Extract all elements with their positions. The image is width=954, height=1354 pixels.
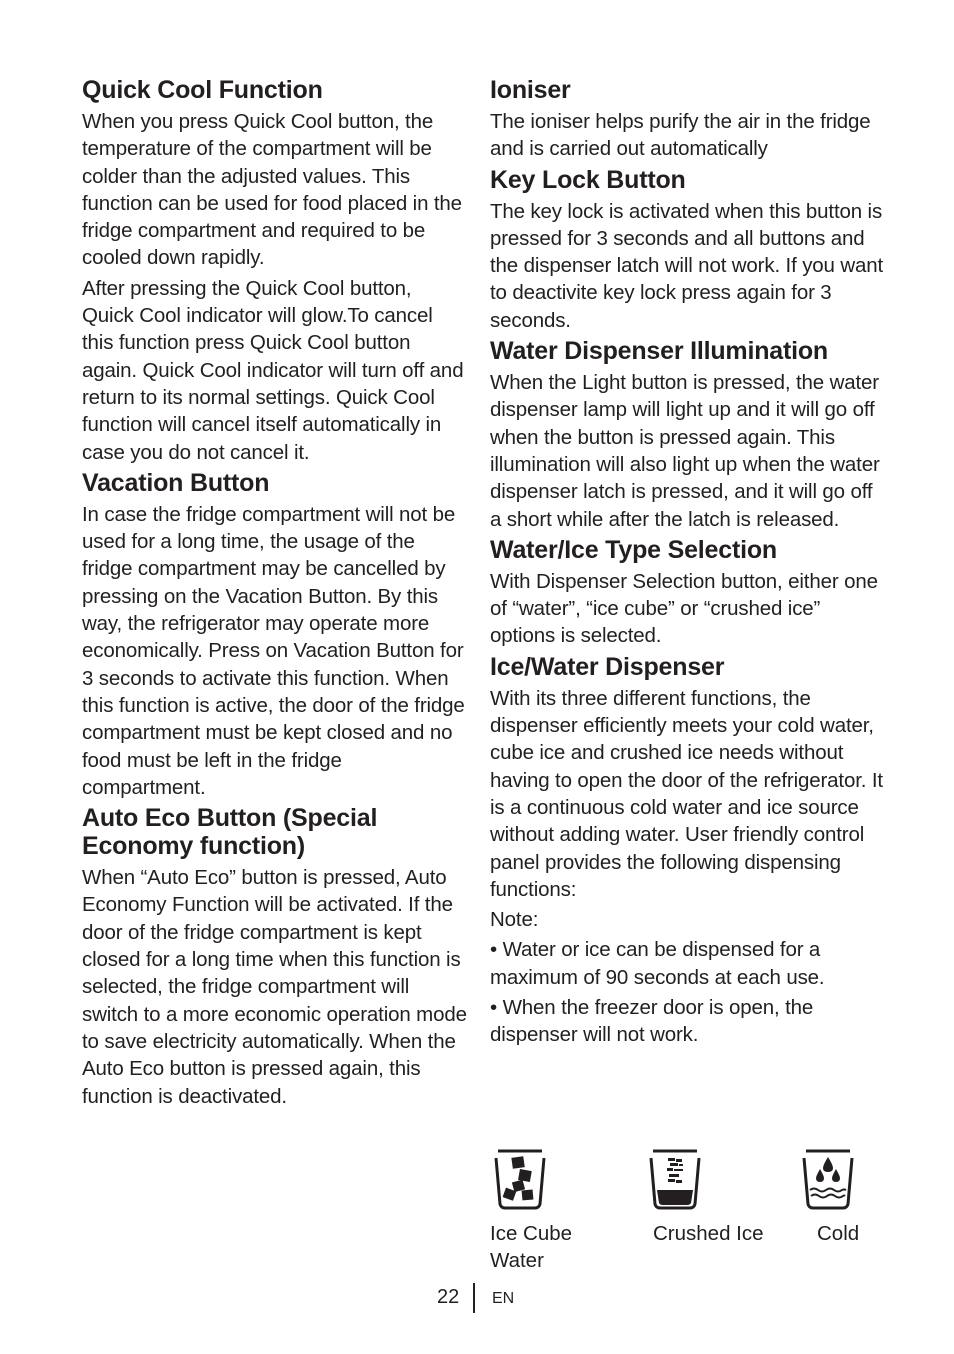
quick-cool-paragraph-2: After pressing the Quick Cool button, Quick Cool indicator will glow.To cancel this function press Quick Cool button again. Quick Cool indicator will turn off and return to its normal settings. Quick Cool function will cancel itself automatically in case you do not cancel it. — [82, 276, 464, 464]
ice-cube-label: Ice Cube — [490, 1222, 573, 1245]
dispenser-icons — [490, 1148, 890, 1278]
ioniser-heading: Ioniser — [490, 76, 571, 104]
ice-cube-glass-icon — [492, 1148, 548, 1210]
vacation-heading: Vacation Button — [82, 468, 270, 497]
language-code: EN — [492, 1290, 515, 1307]
cold-label: Cold — [817, 1222, 860, 1245]
left-column — [82, 74, 467, 1113]
vacation-paragraph: In case the fridge compartment will not be used for a long time, the usage of the fridge compartment may be cancelled by pressing on the Vacation Button. By this way, the refrigerator may operate more economically. Press on Vacation Button for 3 seconds to activate this function. When this function is active, the door of the fridge compartment must be kept closed and no food must be left in the fridge compartment. — [82, 502, 465, 799]
ioniser-paragraph: The ioniser helps purify the air in the fridge and is carried out automatically — [490, 110, 871, 161]
dispenser-heading: Ice/Water Dispenser — [490, 652, 725, 681]
dispenser-bullet-1: • Water or ice can be dispensed for a maximum of 90 seconds at each use. — [490, 938, 825, 989]
footer-divider — [473, 1283, 475, 1313]
type-selection-heading: Water/Ice Type Selection — [490, 535, 777, 564]
crushed-ice-label: Crushed Ice — [653, 1222, 764, 1245]
key-lock-heading: Key Lock Button — [490, 165, 686, 194]
quick-cool-paragraph-1: When you press Quick Cool button, the temperature of the compartment will be colder than the adjusted values. This function can be used for food placed in the fridge compartment and required to be cooled down rapidly. — [82, 110, 462, 270]
illumination-paragraph: When the Light button is pressed, the water dispenser lamp will light up and it will go off when the button is pressed again. This illumination will also light up when the water dispenser latch is pressed, and it will go off a short while after the latch is released. — [490, 371, 880, 531]
auto-eco-paragraph: When “Auto Eco” button is pressed, Auto Economy Function will be activated. If the door of the fridge compartment is kept closed for a long time when this function is selected, the fridge compartment will switch to a more economic operation mode to save electricity automatically. When the Auto Eco button is pressed again, this function is deactivated. — [82, 866, 467, 1108]
auto-eco-heading: Auto Eco Button (Special Economy function) — [82, 804, 378, 861]
dispenser-bullet-2: • When the freezer door is open, the dispenser will not work. — [490, 996, 814, 1047]
water-label: Water — [490, 1249, 544, 1272]
key-lock-paragraph: The key lock is activated when this button is pressed for 3 seconds and all buttons and the dispenser latch will not work. If you want to deactivite key lock press again for 3 seconds. — [490, 199, 884, 332]
page-number: 22 — [437, 1286, 460, 1308]
dispenser-note: Note: — [490, 908, 539, 932]
quick-cool-heading: Quick Cool Function — [82, 76, 323, 104]
right-column — [490, 74, 885, 1052]
cold-water-glass-icon — [800, 1148, 856, 1210]
illumination-heading: Water Dispenser Illumination — [490, 337, 828, 366]
type-selection-paragraph: With Dispenser Selection button, either one of “water”, “ice cube” or “crushed ice” options is selected. — [490, 569, 878, 648]
crushed-ice-glass-icon — [647, 1148, 703, 1210]
dispenser-paragraph: With its three different functions, the dispenser efficiently meets your cold water, cube ice and crushed ice needs without having to open the door of the refrigerator. It is a continuous cold water and ice source without adding water. User friendly control panel provides the following dispensing functions: — [490, 686, 883, 901]
